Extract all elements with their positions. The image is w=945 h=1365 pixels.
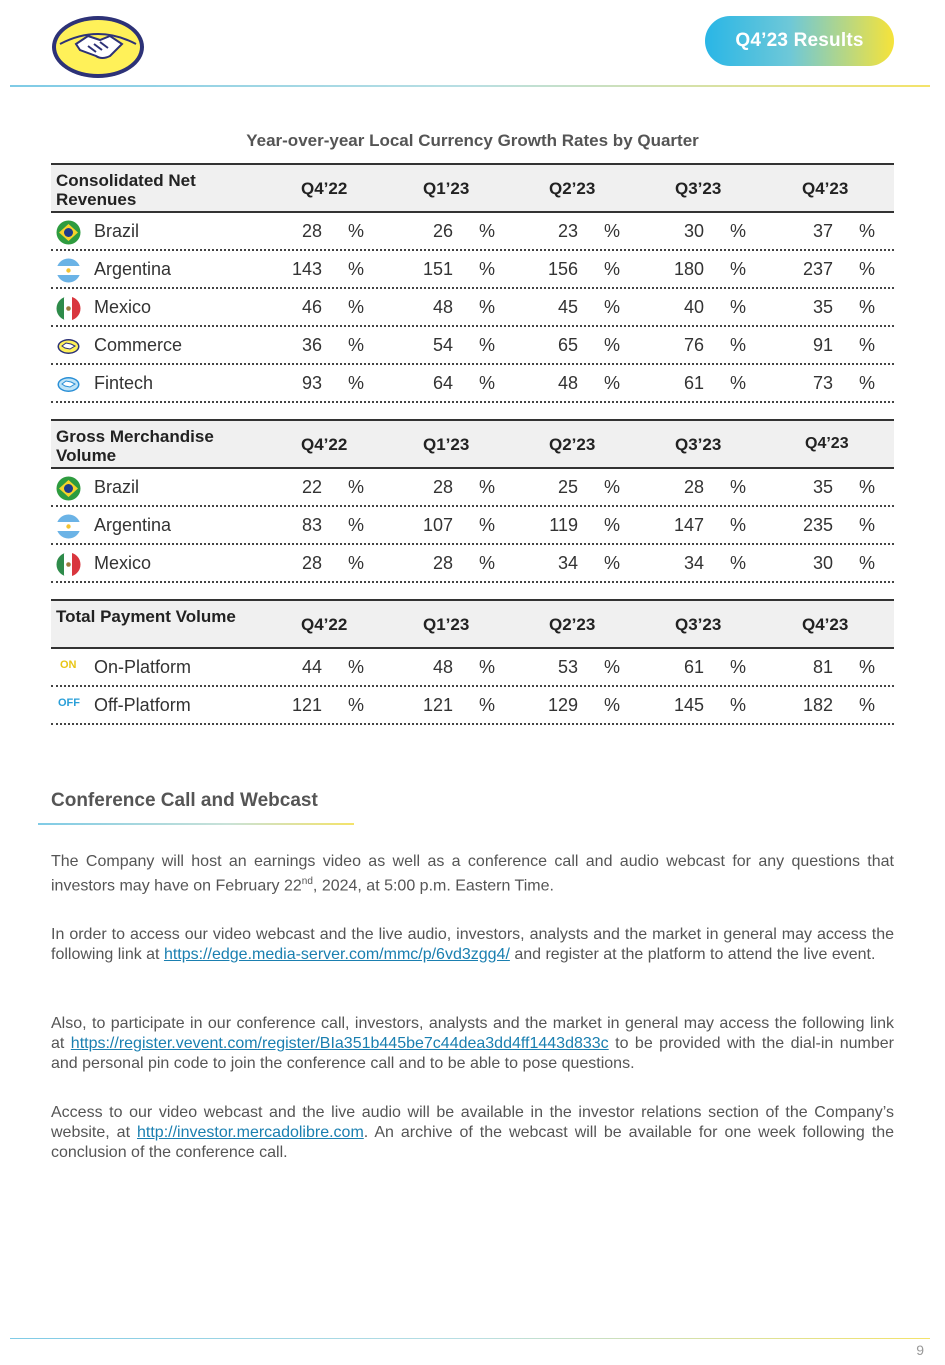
growth-value: 40 [683, 297, 704, 317]
growth-value: 143 [291, 259, 322, 279]
percent-sign: % [348, 695, 365, 715]
growth-value: 91 [812, 335, 833, 355]
growth-value: 26 [432, 221, 453, 241]
growth-value: 119 [549, 515, 578, 535]
paragraph-text: Access to our video webcast and the live audio will be available in the investor relations section of the Company’s website, at [51, 1104, 894, 1141]
table-header [51, 419, 894, 469]
growth-value: 28 [432, 553, 453, 573]
table-row [51, 327, 894, 365]
paragraph-text: . An archive of the webcast will be available for one week following the conclusion of the conference call. [51, 1124, 894, 1161]
percent-sign: % [604, 695, 621, 715]
percent-sign: % [348, 259, 365, 279]
table-row [51, 251, 894, 289]
off-platform-icon: OFF [58, 697, 80, 709]
percent-sign: % [479, 373, 496, 393]
percent-sign: % [730, 657, 747, 677]
row-label: Off-Platform [94, 695, 191, 715]
percent-sign: % [859, 221, 876, 241]
fintech-icon [56, 372, 81, 397]
growth-value: 81 [812, 657, 833, 677]
percent-sign: % [859, 553, 876, 573]
row-label: Argentina [94, 515, 172, 535]
percent-sign: % [348, 373, 365, 393]
growth-value: 73 [812, 373, 833, 393]
percent-sign: % [604, 335, 621, 355]
quarter-header: Q2’23 [549, 435, 596, 454]
percent-sign: % [348, 515, 365, 535]
ordinal-suffix: nd [301, 876, 313, 887]
percent-sign: % [348, 553, 365, 573]
quarter-header: Q3’23 [675, 179, 722, 198]
growth-value: 28 [432, 477, 453, 497]
growth-value: 53 [557, 657, 578, 677]
growth-value: 48 [432, 297, 453, 317]
argentina-flag-icon [56, 258, 81, 283]
row-label: Mexico [94, 553, 152, 573]
quarter-header: Q1’23 [423, 435, 470, 454]
growth-value: 93 [301, 373, 322, 393]
growth-value: 61 [683, 373, 704, 393]
growth-value: 107 [422, 515, 453, 535]
quarter-header: Q4’22 [301, 615, 348, 634]
percent-sign: % [859, 657, 876, 677]
row-label: Argentina [94, 259, 172, 279]
paragraph-webcast [51, 925, 894, 965]
percent-sign: % [730, 373, 747, 393]
percent-sign: % [604, 515, 621, 535]
percent-sign: % [859, 297, 876, 317]
row-label: Brazil [94, 477, 140, 497]
mexico-flag-icon [56, 296, 81, 321]
table-row [51, 507, 894, 545]
paragraph-text: to be provided with the dial-in number and personal pin code to join the conference call and to be able to pose questions. [51, 1035, 894, 1072]
growth-value: 48 [557, 373, 578, 393]
growth-value: 147 [673, 515, 704, 535]
quarter-header: Q4’22 [301, 435, 348, 454]
argentina-flag-icon [56, 514, 81, 539]
percent-sign: % [604, 259, 621, 279]
table-row [51, 687, 894, 725]
table-row [51, 469, 894, 507]
quarter-header: Q4’22 [301, 179, 348, 198]
table-header-label: Total Payment Volume [56, 607, 236, 626]
percent-sign: % [479, 259, 496, 279]
percent-sign: % [604, 657, 621, 677]
table-row [51, 365, 894, 403]
growth-value: 23 [557, 221, 578, 241]
table-header-label: Gross Merchandise Volume [56, 427, 214, 465]
table-header [51, 599, 894, 649]
percent-sign: % [479, 297, 496, 317]
percent-sign: % [479, 477, 496, 497]
growth-value: 34 [557, 553, 578, 573]
growth-value: 34 [683, 553, 704, 573]
section-title: Conference Call and Webcast [51, 790, 318, 811]
percent-sign: % [348, 477, 365, 497]
growth-value: 44 [301, 657, 322, 677]
gmv-table [51, 419, 894, 583]
handshake-logo-icon [50, 14, 146, 80]
growth-value: 156 [547, 259, 578, 279]
paragraph-text: , 2024, at 5:00 p.m. Eastern Time. [312, 877, 554, 895]
row-label: Brazil [94, 221, 140, 241]
row-label: On-Platform [94, 657, 192, 677]
paragraph-conference-call [51, 1014, 894, 1074]
percent-sign: % [604, 297, 621, 317]
percent-sign: % [348, 221, 365, 241]
growth-value: 30 [683, 221, 704, 241]
percent-sign: % [479, 335, 496, 355]
quarter-header: Q4’23 [802, 615, 849, 634]
percent-sign: % [604, 477, 621, 497]
percent-sign: % [479, 695, 496, 715]
footer-divider [10, 1338, 930, 1339]
paragraph-text: and register at the platform to attend the live event. [509, 946, 876, 963]
percent-sign: % [479, 553, 496, 573]
growth-value: 237 [802, 259, 833, 279]
mexico-flag-icon [56, 552, 81, 577]
percent-sign: % [479, 221, 496, 241]
growth-value: 151 [422, 259, 453, 279]
page-number: 9 [916, 1342, 924, 1358]
percent-sign: % [859, 373, 876, 393]
growth-value: 121 [422, 695, 453, 715]
percent-sign: % [730, 695, 747, 715]
growth-value: 25 [557, 477, 578, 497]
growth-value: 83 [301, 515, 322, 535]
table-row [51, 545, 894, 583]
percent-sign: % [604, 221, 621, 241]
net-revenues-table [51, 163, 894, 403]
table-header [51, 163, 894, 213]
growth-value: 30 [812, 553, 833, 573]
growth-value: 54 [432, 335, 453, 355]
table-row [51, 289, 894, 327]
row-label: Mexico [94, 297, 152, 317]
percent-sign: % [859, 477, 876, 497]
row-label: Commerce [94, 335, 183, 355]
percent-sign: % [730, 221, 747, 241]
percent-sign: % [604, 553, 621, 573]
percent-sign: % [730, 297, 747, 317]
brazil-flag-icon [56, 476, 81, 501]
growth-value: 65 [557, 335, 578, 355]
table-row [51, 649, 894, 687]
percent-sign: % [348, 657, 365, 677]
investor-site-link[interactable]: http://investor.mercadolibre.com [137, 1124, 364, 1141]
paragraph-schedule [51, 852, 894, 896]
growth-value: 35 [812, 477, 833, 497]
percent-sign: % [730, 553, 747, 573]
growth-value: 28 [301, 553, 322, 573]
quarter-header: Q4’23 [802, 179, 849, 198]
percent-sign: % [479, 657, 496, 677]
growth-value: 64 [432, 373, 453, 393]
paragraph-archive [51, 1103, 894, 1163]
growth-value: 37 [812, 221, 833, 241]
quarter-header: Q3’23 [675, 435, 722, 454]
results-badge: Q4’23 Results [705, 16, 894, 66]
percent-sign: % [859, 515, 876, 535]
on-platform-icon: ON [60, 659, 77, 671]
table-header-label: Consolidated Net Revenues [56, 171, 196, 209]
percent-sign: % [348, 335, 365, 355]
growth-value: 121 [291, 695, 322, 715]
growth-value: 28 [683, 477, 704, 497]
growth-value: 180 [673, 259, 704, 279]
percent-sign: % [730, 477, 747, 497]
growth-value: 235 [802, 515, 833, 535]
percent-sign: % [859, 335, 876, 355]
page-header [0, 0, 945, 90]
growth-value: 145 [673, 695, 704, 715]
percent-sign: % [730, 335, 747, 355]
section-underline [38, 823, 354, 825]
percent-sign: % [730, 259, 747, 279]
header-divider [10, 85, 930, 87]
paragraph-text: Also, to participate in our conference call, investors, analysts and the market in general may access the following link at [51, 1015, 894, 1052]
webcast-link[interactable]: https://edge.media-server.com/mmc/p/6vd3zgg4/ [163, 946, 510, 963]
percent-sign: % [859, 259, 876, 279]
brazil-flag-icon [56, 220, 81, 245]
growth-value: 36 [301, 335, 322, 355]
row-label: Fintech [94, 373, 154, 393]
register-link[interactable]: https://register.vevent.com/register/BIa351b445be7c44dea3dd4ff1443d833c [70, 1035, 609, 1052]
tpv-table [51, 599, 894, 725]
quarter-header: Q1’23 [423, 615, 470, 634]
percent-sign: % [859, 695, 876, 715]
percent-sign: % [348, 297, 365, 317]
quarter-header: Q4’23 [805, 435, 849, 452]
paragraph-text: In order to access our video webcast and the live audio, investors, analysts and the market in general may access the following link at [51, 926, 894, 963]
growth-value: 35 [812, 297, 833, 317]
table-row [51, 213, 894, 251]
commerce-icon [56, 334, 81, 359]
growth-value: 61 [683, 657, 704, 677]
growth-value: 46 [301, 297, 322, 317]
quarter-header: Q3’23 [675, 615, 722, 634]
quarter-header: Q1’23 [423, 179, 470, 198]
percent-sign: % [479, 515, 496, 535]
quarter-header: Q2’23 [549, 615, 596, 634]
growth-value: 22 [301, 477, 322, 497]
growth-value: 45 [557, 297, 578, 317]
table-title: Year-over-year Local Currency Growth Rates by Quarter [246, 131, 699, 150]
growth-value: 48 [432, 657, 453, 677]
growth-value: 182 [802, 695, 833, 715]
growth-value: 129 [547, 695, 578, 715]
percent-sign: % [604, 373, 621, 393]
paragraph-text: The Company will host an earnings video as well as a conference call and audio webcast for any questions that investors may have on February 22 [51, 853, 894, 895]
percent-sign: % [730, 515, 747, 535]
growth-value: 76 [683, 335, 704, 355]
quarter-header: Q2’23 [549, 179, 596, 198]
growth-value: 28 [301, 221, 322, 241]
